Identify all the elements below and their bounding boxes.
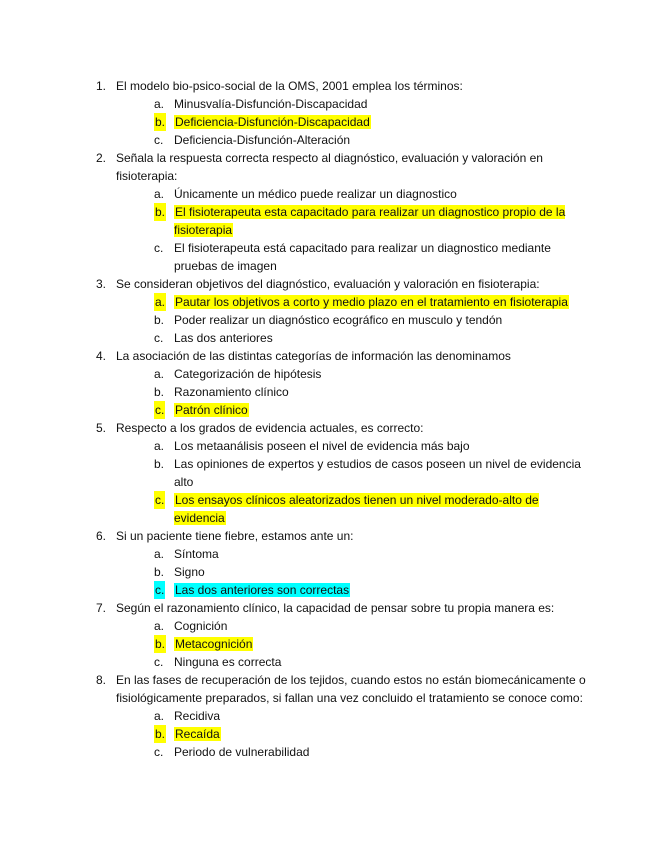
option-item xyxy=(154,563,586,581)
option-letter: b. xyxy=(155,205,166,219)
option-letter: b. xyxy=(154,385,165,399)
option-text: Periodo de vulnerabilidad xyxy=(174,745,310,759)
highlighted-answer-text: Pautar los objetivos a corto y medio plazo en el tratamiento en fisioterapia xyxy=(175,295,568,309)
option-item xyxy=(154,437,586,455)
option-item xyxy=(154,455,586,491)
question-item xyxy=(96,599,586,671)
option-letter: b. xyxy=(154,457,165,471)
option-letter: a. xyxy=(154,439,165,453)
option-item xyxy=(154,365,586,383)
option-item xyxy=(154,743,586,761)
question-text: La asociación de las distintas categorías de información las denominamos xyxy=(116,349,511,363)
highlighted-answer-text: Las dos anteriores son correctas xyxy=(175,583,350,597)
option-item xyxy=(154,725,586,743)
option-text: Las opiniones de expertos y estudios de casos poseen un nivel de evidencia alto xyxy=(174,457,581,489)
option-letter: c. xyxy=(154,655,164,669)
option-letter: b. xyxy=(155,115,166,129)
highlighted-answer-text: Patrón clínico xyxy=(175,403,248,417)
option-letter: a. xyxy=(154,187,165,201)
question-item xyxy=(96,347,586,419)
option-item xyxy=(154,131,586,149)
question-number: 1. xyxy=(96,79,107,93)
question-text: Según el razonamiento clínico, la capacidad de pensar sobre tu propia manera es: xyxy=(116,601,555,615)
question-text: El modelo bio-psico-social de la OMS, 2001 emplea los términos: xyxy=(116,79,463,93)
option-list xyxy=(116,437,586,527)
option-letter: c. xyxy=(155,403,165,417)
question-number: 6. xyxy=(96,529,107,543)
option-item xyxy=(154,491,586,527)
option-text: Cognición xyxy=(174,619,228,633)
option-letter: c. xyxy=(154,241,164,255)
option-item xyxy=(154,581,586,599)
option-item xyxy=(154,329,586,347)
option-letter: b. xyxy=(155,637,166,651)
question-item xyxy=(96,77,586,149)
option-item xyxy=(154,707,586,725)
option-text: Deficiencia-Disfunción-Alteración xyxy=(174,133,351,147)
option-list xyxy=(116,293,586,347)
option-item xyxy=(154,113,586,131)
option-letter: a. xyxy=(154,619,165,633)
option-list xyxy=(116,185,586,275)
question-number: 2. xyxy=(96,151,107,165)
option-text: Únicamente un médico puede realizar un diagnostico xyxy=(174,187,457,201)
question-list xyxy=(96,77,586,761)
question-item xyxy=(96,275,586,347)
question-item xyxy=(96,527,586,599)
question-item xyxy=(96,671,586,761)
option-letter: a. xyxy=(154,367,165,381)
option-text: Ninguna es correcta xyxy=(174,655,282,669)
option-item xyxy=(154,635,586,653)
option-text: Categorización de hipótesis xyxy=(174,367,322,381)
highlighted-answer-text: El fisioterapeuta esta capacitado para realizar un diagnostico propio de la fisioterapia xyxy=(174,205,566,237)
highlighted-answer-text: Los ensayos clínicos aleatorizados tienen un nivel moderado-alto de evidencia xyxy=(174,493,539,525)
option-item xyxy=(154,311,586,329)
option-list xyxy=(116,545,586,599)
question-text: Señala la respuesta correcta respecto al diagnóstico, evaluación y valoración en fisioterapia: xyxy=(116,151,543,183)
option-letter: c. xyxy=(154,133,164,147)
option-text: Signo xyxy=(174,565,205,579)
option-letter: a. xyxy=(154,547,165,561)
option-letter: c. xyxy=(154,331,164,345)
option-letter: c. xyxy=(154,745,164,759)
question-text: Si un paciente tiene fiebre, estamos ante un: xyxy=(116,529,354,543)
option-text: Poder realizar un diagnóstico ecográfico en musculo y tendón xyxy=(174,313,503,327)
question-item xyxy=(96,149,586,275)
option-item xyxy=(154,653,586,671)
option-item xyxy=(154,203,586,239)
option-letter: c. xyxy=(155,583,165,597)
option-letter: a. xyxy=(154,97,165,111)
option-item xyxy=(154,545,586,563)
option-list xyxy=(116,365,586,419)
highlighted-answer-text: Deficiencia-Disfunción-Discapacidad xyxy=(175,115,370,129)
option-item xyxy=(154,383,586,401)
question-number: 3. xyxy=(96,277,107,291)
highlighted-answer-text: Recaída xyxy=(175,727,220,741)
option-item xyxy=(154,617,586,635)
question-text: Respecto a los grados de evidencia actuales, es correcto: xyxy=(116,421,424,435)
option-item xyxy=(154,185,586,203)
option-text: Los metaanálisis poseen el nivel de evidencia más bajo xyxy=(174,439,470,453)
question-number: 8. xyxy=(96,673,107,687)
option-item xyxy=(154,293,586,311)
option-letter: b. xyxy=(154,313,165,327)
option-letter: b. xyxy=(155,727,166,741)
highlighted-answer-text: Metacognición xyxy=(175,637,253,651)
option-text: Minusvalía-Disfunción-Discapacidad xyxy=(174,97,368,111)
option-item xyxy=(154,95,586,113)
option-text: Recidiva xyxy=(174,709,221,723)
question-text: En las fases de recuperación de los tejidos, cuando estos no están biomecánicamente o fisiológicamente preparados, si fallan una vez concluido el tratamiento se conoce como: xyxy=(116,673,586,705)
option-text: Razonamiento clínico xyxy=(174,385,289,399)
option-item xyxy=(154,239,586,275)
option-item xyxy=(154,401,586,419)
question-item xyxy=(96,419,586,527)
question-text: Se consideran objetivos del diagnóstico, evaluación y valoración en fisioterapia: xyxy=(116,277,540,291)
option-text: Síntoma xyxy=(174,547,219,561)
option-text: Las dos anteriores xyxy=(174,331,273,345)
option-text: El fisioterapeuta está capacitado para realizar un diagnostico mediante pruebas de imagen xyxy=(174,241,551,273)
option-letter: a. xyxy=(154,709,165,723)
option-letter: a. xyxy=(155,295,166,309)
question-number: 7. xyxy=(96,601,107,615)
option-letter: b. xyxy=(154,565,165,579)
option-list xyxy=(116,95,586,149)
option-letter: c. xyxy=(155,493,165,507)
option-list xyxy=(116,707,586,761)
question-number: 4. xyxy=(96,349,107,363)
option-list xyxy=(116,617,586,671)
question-number: 5. xyxy=(96,421,107,435)
